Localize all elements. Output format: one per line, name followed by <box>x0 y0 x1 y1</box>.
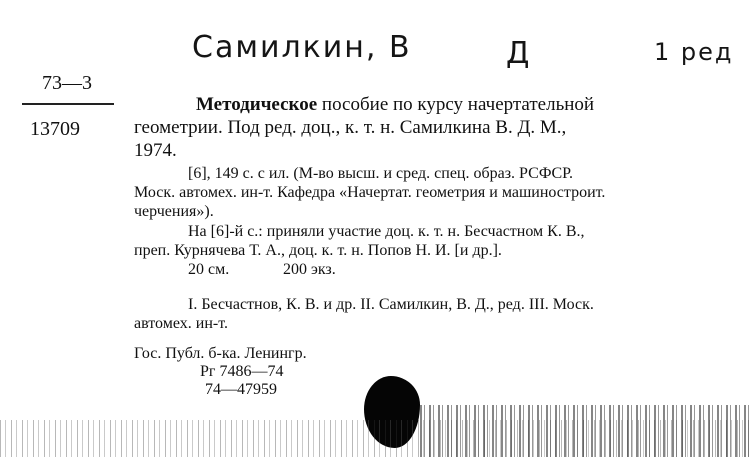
handwritten-author: Самилкин, В <box>192 30 412 65</box>
tracings-line-1: I. Бесчастнов, К. В. и др. II. Самилкин, В. Д., ред. III. Моск. <box>188 296 594 313</box>
participants-line-2: преп. Курнячева Т. А., доц. к. т. н. Попов Н. И. [и др.]. <box>134 242 502 259</box>
library-code-2: 74—47959 <box>205 381 277 398</box>
library-code-1: Рг 7486—74 <box>200 363 284 380</box>
participants-line-1: На [6]-й с.: приняли участие доц. к. т. н. Бесчастном К. В., <box>188 223 585 240</box>
format-size: 20 см. <box>188 261 230 278</box>
call-number-top: 73—3 <box>42 72 92 94</box>
tracings-line-2: автомех. ин-т. <box>134 315 228 332</box>
scan-noise-right <box>420 405 750 457</box>
call-number-bottom: 13709 <box>30 118 80 140</box>
title-line-3: 1974. <box>134 140 177 161</box>
title-line-1 <box>196 94 594 116</box>
handwritten-note: 1 ред <box>654 38 734 66</box>
call-number-divider <box>22 103 114 105</box>
handwritten-initial: Д <box>506 36 532 71</box>
description-line-1: [6], 149 с. с ил. (М-во высш. и сред. спец. образ. РСФСР. <box>188 165 574 182</box>
description-line-3: черчения»). <box>134 203 214 220</box>
library-name: Гос. Публ. б-ка. Ленингр. <box>134 345 307 362</box>
format-copies: 200 экз. <box>283 261 336 278</box>
description-line-2: Моск. автомех. ин-т. Кафедра «Начертат. геометрия и машиностроит. <box>134 184 606 201</box>
title-line-2: геометрии. Под ред. доц., к. т. н. Самилкина В. Д. М., <box>134 117 567 138</box>
title-line-1-rest: пособие по курсу начертательной <box>317 94 595 115</box>
title-bold-word: Методическое <box>196 94 318 115</box>
